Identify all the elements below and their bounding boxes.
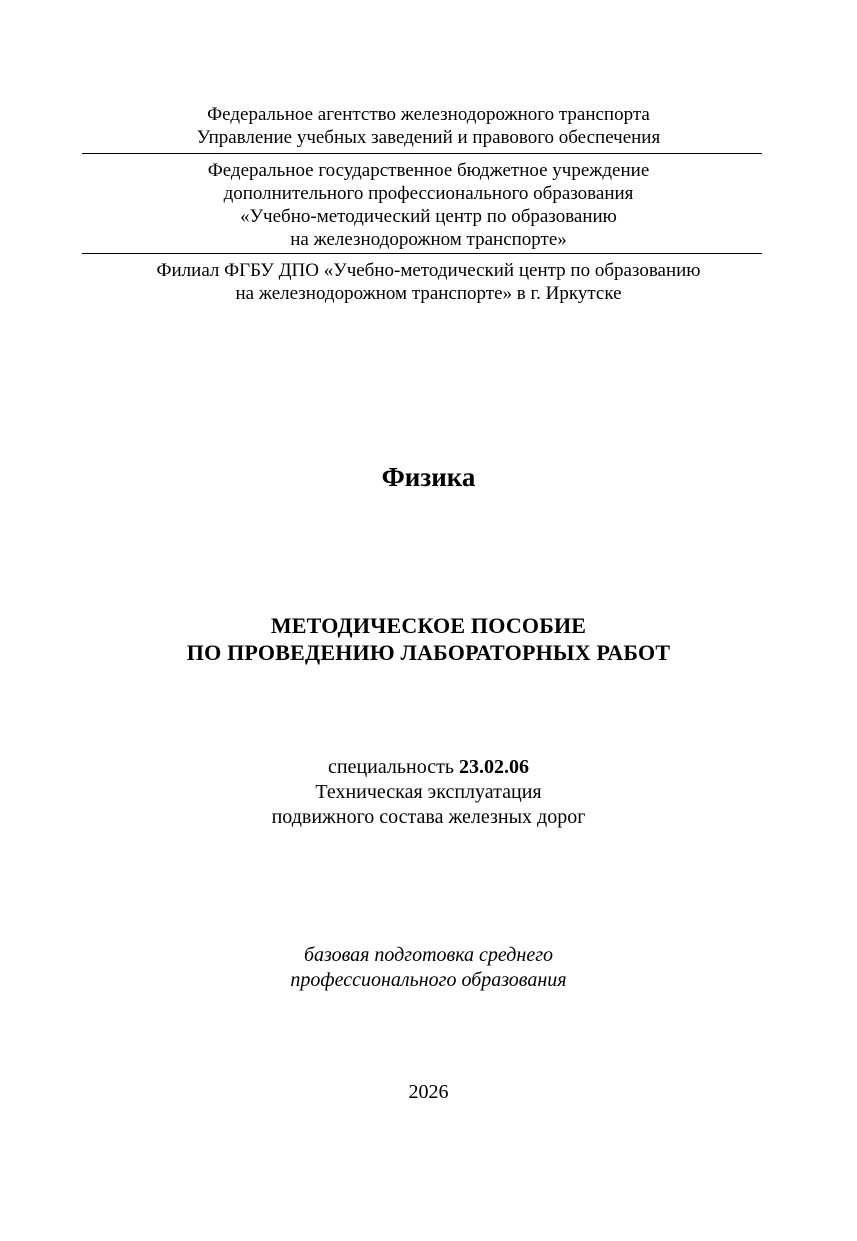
publication-year-text: 2026: [408, 1081, 449, 1103]
document-title-text: Физика: [381, 462, 476, 492]
agency-header: [0, 103, 857, 149]
specialty-name-line: подвижного состава железных дорог: [271, 806, 586, 828]
agency-department-line: Управление учебных заведений и правового обеспечения: [196, 127, 661, 148]
institution-header: [0, 159, 857, 251]
agency-line: Федеральное агентство железнодорожного транспорта: [207, 104, 650, 125]
header-divider-top: [82, 153, 762, 154]
training-level: [0, 943, 857, 993]
training-level-line: профессионального образования: [290, 969, 567, 991]
institution-line: дополнительного профессионального образования: [223, 183, 634, 204]
institution-line: «Учебно-методический центр по образованию: [240, 206, 617, 227]
specialty-block: [0, 755, 857, 830]
document-title: [0, 461, 857, 493]
specialty-name-line: Техническая эксплуатация: [315, 781, 542, 803]
specialty-code: 23.02.06: [458, 756, 529, 778]
specialty-label: специальность: [328, 756, 459, 778]
specialty-code-line: [0, 755, 857, 780]
subtitle-line: МЕТОДИЧЕСКОЕ ПОСОБИЕ: [270, 613, 587, 638]
header-divider-bottom: [82, 253, 762, 254]
training-level-line: базовая подготовка среднего: [303, 944, 554, 966]
subtitle-line: ПО ПРОВЕДЕНИЮ ЛАБОРАТОРНЫХ РАБОТ: [186, 640, 671, 665]
institution-line: на железнодорожном транспорте»: [290, 229, 567, 250]
publication-year: [0, 1080, 857, 1104]
branch-line: Филиал ФГБУ ДПО «Учебно-методический центр по образованию: [156, 260, 701, 281]
branch-line: на железнодорожном транспорте» в г. Иркутске: [235, 283, 622, 304]
institution-line: Федеральное государственное бюджетное учреждение: [207, 160, 650, 181]
document-subtitle: [0, 612, 857, 666]
branch-header: [0, 259, 857, 305]
